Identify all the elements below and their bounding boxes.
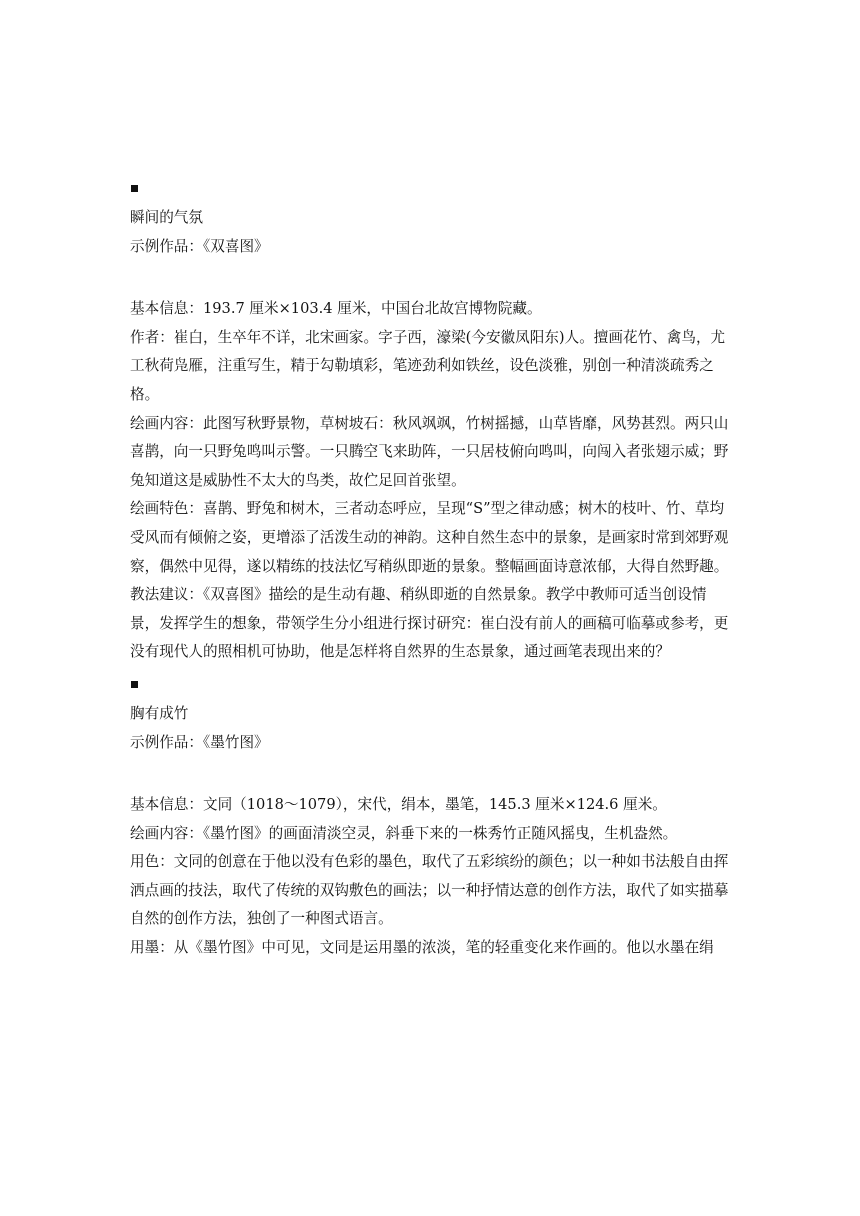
- teaching-paragraph: 教法建议：《双喜图》描绘的是生动有趣、稍纵即逝的自然景象。教学中教师可适当创设情景，发挥学生的想象，带领学生分小组进行探讨研究：崔白没有前人的画稿可临摹或参考，更没有现代人的照相机可协助，他是怎样将自然界的生态景象，通过画笔表现出来的？: [130, 586, 729, 661]
- example-work: 示例作品：《墨竹图》: [130, 733, 269, 751]
- blank-line: [130, 261, 732, 295]
- square-bullet-icon: [131, 185, 138, 192]
- section-heading: 胸有成竹: [130, 704, 189, 722]
- features-paragraph: 绘画特色：喜鹊、野兔和树木，三者动态呼应，呈现“S”型之律动感；树木的枝叶、竹、草均受风而有倾俯之姿，更增添了活泼生动的神韵。这种自然生态中的景象，是画家时常到郊野观察，偶然中见得，遂以精练的技法忆写稍纵即逝的景象。整幅画面诗意浓郁，大得自然野趣。: [130, 500, 729, 575]
- basic-info-paragraph: 基本信息：193.7 厘米×103.4 厘米，中国台北故宫博物院藏。: [130, 300, 542, 318]
- blank-line: [130, 757, 732, 791]
- content-paragraph: 绘画内容：《墨竹图》的画面清淡空灵，斜垂下来的一株秀竹正随风摇曳，生机盎然。: [130, 824, 678, 842]
- ink-paragraph: 用墨：从《墨竹图》中可见，文同是运用墨的浓淡，笔的轻重变化来作画的。他以水墨在绢: [130, 939, 714, 957]
- example-work: 示例作品：《双喜图》: [130, 237, 269, 255]
- square-bullet-icon: [131, 681, 138, 688]
- section-bamboo-in-mind: [130, 681, 732, 963]
- document-body: [130, 176, 732, 963]
- basic-info-paragraph: 基本信息：文同（1018～1079），宋代，绢本，墨笔，145.3 厘米×124.6 厘米。: [130, 796, 667, 814]
- color-paragraph: 用色：文同的创意在于他以没有色彩的墨色，取代了五彩缤纷的颜色；以一种如书法般自由挥洒点画的技法，取代了传统的双钩敷色的画法；以一种抒情达意的创作方法，取代了如实描摹自然的创作方法，独创了一种图式语言。: [130, 853, 729, 928]
- section-heading: 瞬间的气氛: [130, 209, 203, 226]
- content-paragraph: 绘画内容：此图写秋野景物，草树坡石：秋风飒飒，竹树摇撼，山草皆靡，风势甚烈。两只山喜鹊，向一只野兔鸣叫示警。一只腾空飞来助阵，一只居枝俯向鸣叫，向闯入者张翅示威；野兔知道这是威胁性不太大的鸟类，故伫足回首张望。: [130, 414, 729, 489]
- author-paragraph: 作者：崔白，生卒年不详，北宋画家。字子西，濠梁(今安徽凤阳东)人。擅画花竹、禽鸟，尤工秋荷凫雁，注重写生，精于勾勒填彩，笔迹劲利如铁丝，设色淡雅，别创一种清淡疏秀之格。: [130, 328, 726, 403]
- section-moment-atmosphere: [130, 185, 732, 667]
